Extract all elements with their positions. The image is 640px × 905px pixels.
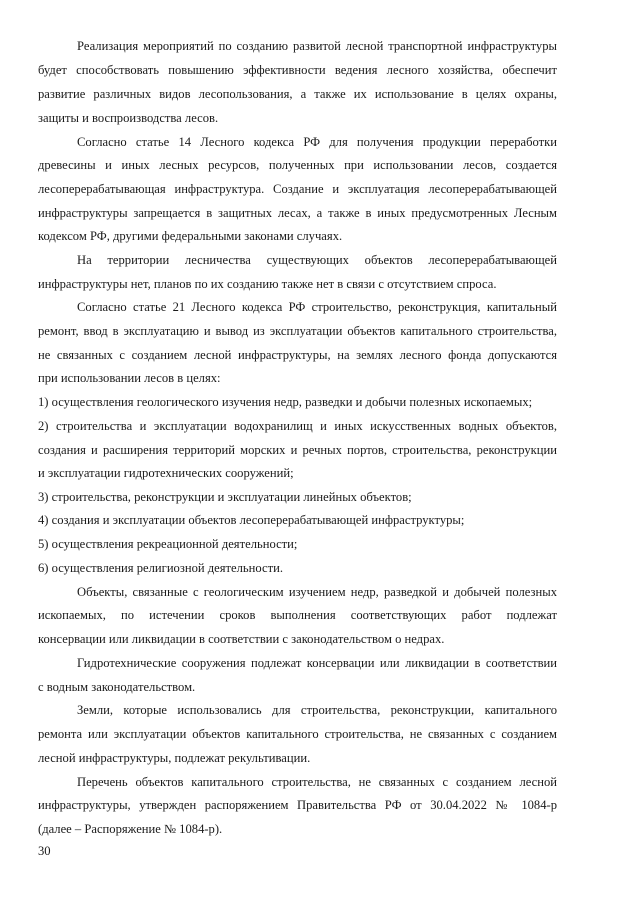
text-line: Согласно статье 21 Лесного кодекса РФ строительство, реконструкция, капитальный <box>77 300 557 314</box>
text-line: защиты и воспроизводства лесов. <box>38 111 219 125</box>
list-item: 2) строительства и эксплуатации водохранилищ и иных искусственных водных объектов, <box>38 419 557 433</box>
text-line: с водным законодательством. <box>38 680 196 694</box>
text-line: лесоперерабатывающая инфраструктура. Создание и эксплуатация лесоперерабатывающей <box>38 182 557 196</box>
list-item: 6) осуществления религиозной деятельности. <box>38 561 283 575</box>
text-line: развитие различных видов лесопользования, а также их использование в целях охраны, <box>38 87 557 101</box>
text-line: ремонт, ввод в эксплуатацию и вывод из эксплуатации объектов капитального строительства, <box>38 324 557 338</box>
page-number: 30 <box>38 844 51 858</box>
text-line: не связанных с созданием лесной инфраструктуры, на землях лесного фонда допускаются <box>38 348 557 362</box>
text-line: (далее – Распоряжение № 1084-р). <box>38 822 223 836</box>
list-item: 4) создания и эксплуатации объектов лесоперерабатывающей инфраструктуры; <box>38 513 465 527</box>
text-line: Перечень объектов капитального строительства, не связанных с созданием лесной <box>77 775 557 789</box>
text-line: Объекты, связанные с геологическим изучением недр, разведкой и добычей полезных <box>77 585 557 599</box>
text-line: инфраструктуры запрещается в защитных лесах, а также в иных предусмотренных Лесным <box>38 206 557 220</box>
list-item: 1) осуществления геологического изучения недр, разведки и добычи полезных ископаемых; <box>38 395 533 409</box>
list-item: 3) строительства, реконструкции и эксплуатации линейных объектов; <box>38 490 412 504</box>
text-line: консервации или ликвидации в соответствии с законодательством о недрах. <box>38 632 445 646</box>
text-line: и эксплуатации гидротехнических сооружений; <box>38 466 294 480</box>
text-line: Земли, которые использовались для строительства, реконструкции, капитального <box>77 703 557 717</box>
text-line: лесной инфраструктуры, подлежат рекультивации. <box>38 751 311 765</box>
text-line: ископаемых, по истечении сроков выполнения соответствующих работ подлежат <box>38 608 557 622</box>
text-line: будет способствовать повышению эффективности ведения лесного хозяйства, обеспечит <box>38 63 557 77</box>
text-line: инфраструктуры, утвержден распоряжением Правительства РФ от 30.04.2022 № 1084-р <box>38 798 557 812</box>
list-item: 5) осуществления рекреационной деятельности; <box>38 537 298 551</box>
text-line: при использовании лесов в целях: <box>38 371 221 385</box>
text-line: древесины и иных лесных ресурсов, полученных при использовании лесов, создается <box>38 158 557 172</box>
text-line: На территории лесничества существующих объектов лесоперерабатывающей <box>77 253 557 267</box>
text-line: создания и расширения территорий морских и речных портов, строительства, реконструкции <box>38 443 557 457</box>
text-line: кодексом РФ, другими федеральными законами случаях. <box>38 229 343 243</box>
text-line: Гидротехнические сооружения подлежат консервации или ликвидации в соответствии <box>77 656 557 670</box>
text-line: Реализация мероприятий по созданию развитой лесной транспортной инфраструктуры <box>77 39 557 53</box>
text-line: Согласно статье 14 Лесного кодекса РФ для получения продукции переработки <box>77 135 557 149</box>
text-line: ремонта или эксплуатации объектов капитального строительства, не связанных с созданием <box>38 727 557 741</box>
text-line: инфраструктуры нет, планов по их созданию также нет в связи с отсутствием спроса. <box>38 277 497 291</box>
